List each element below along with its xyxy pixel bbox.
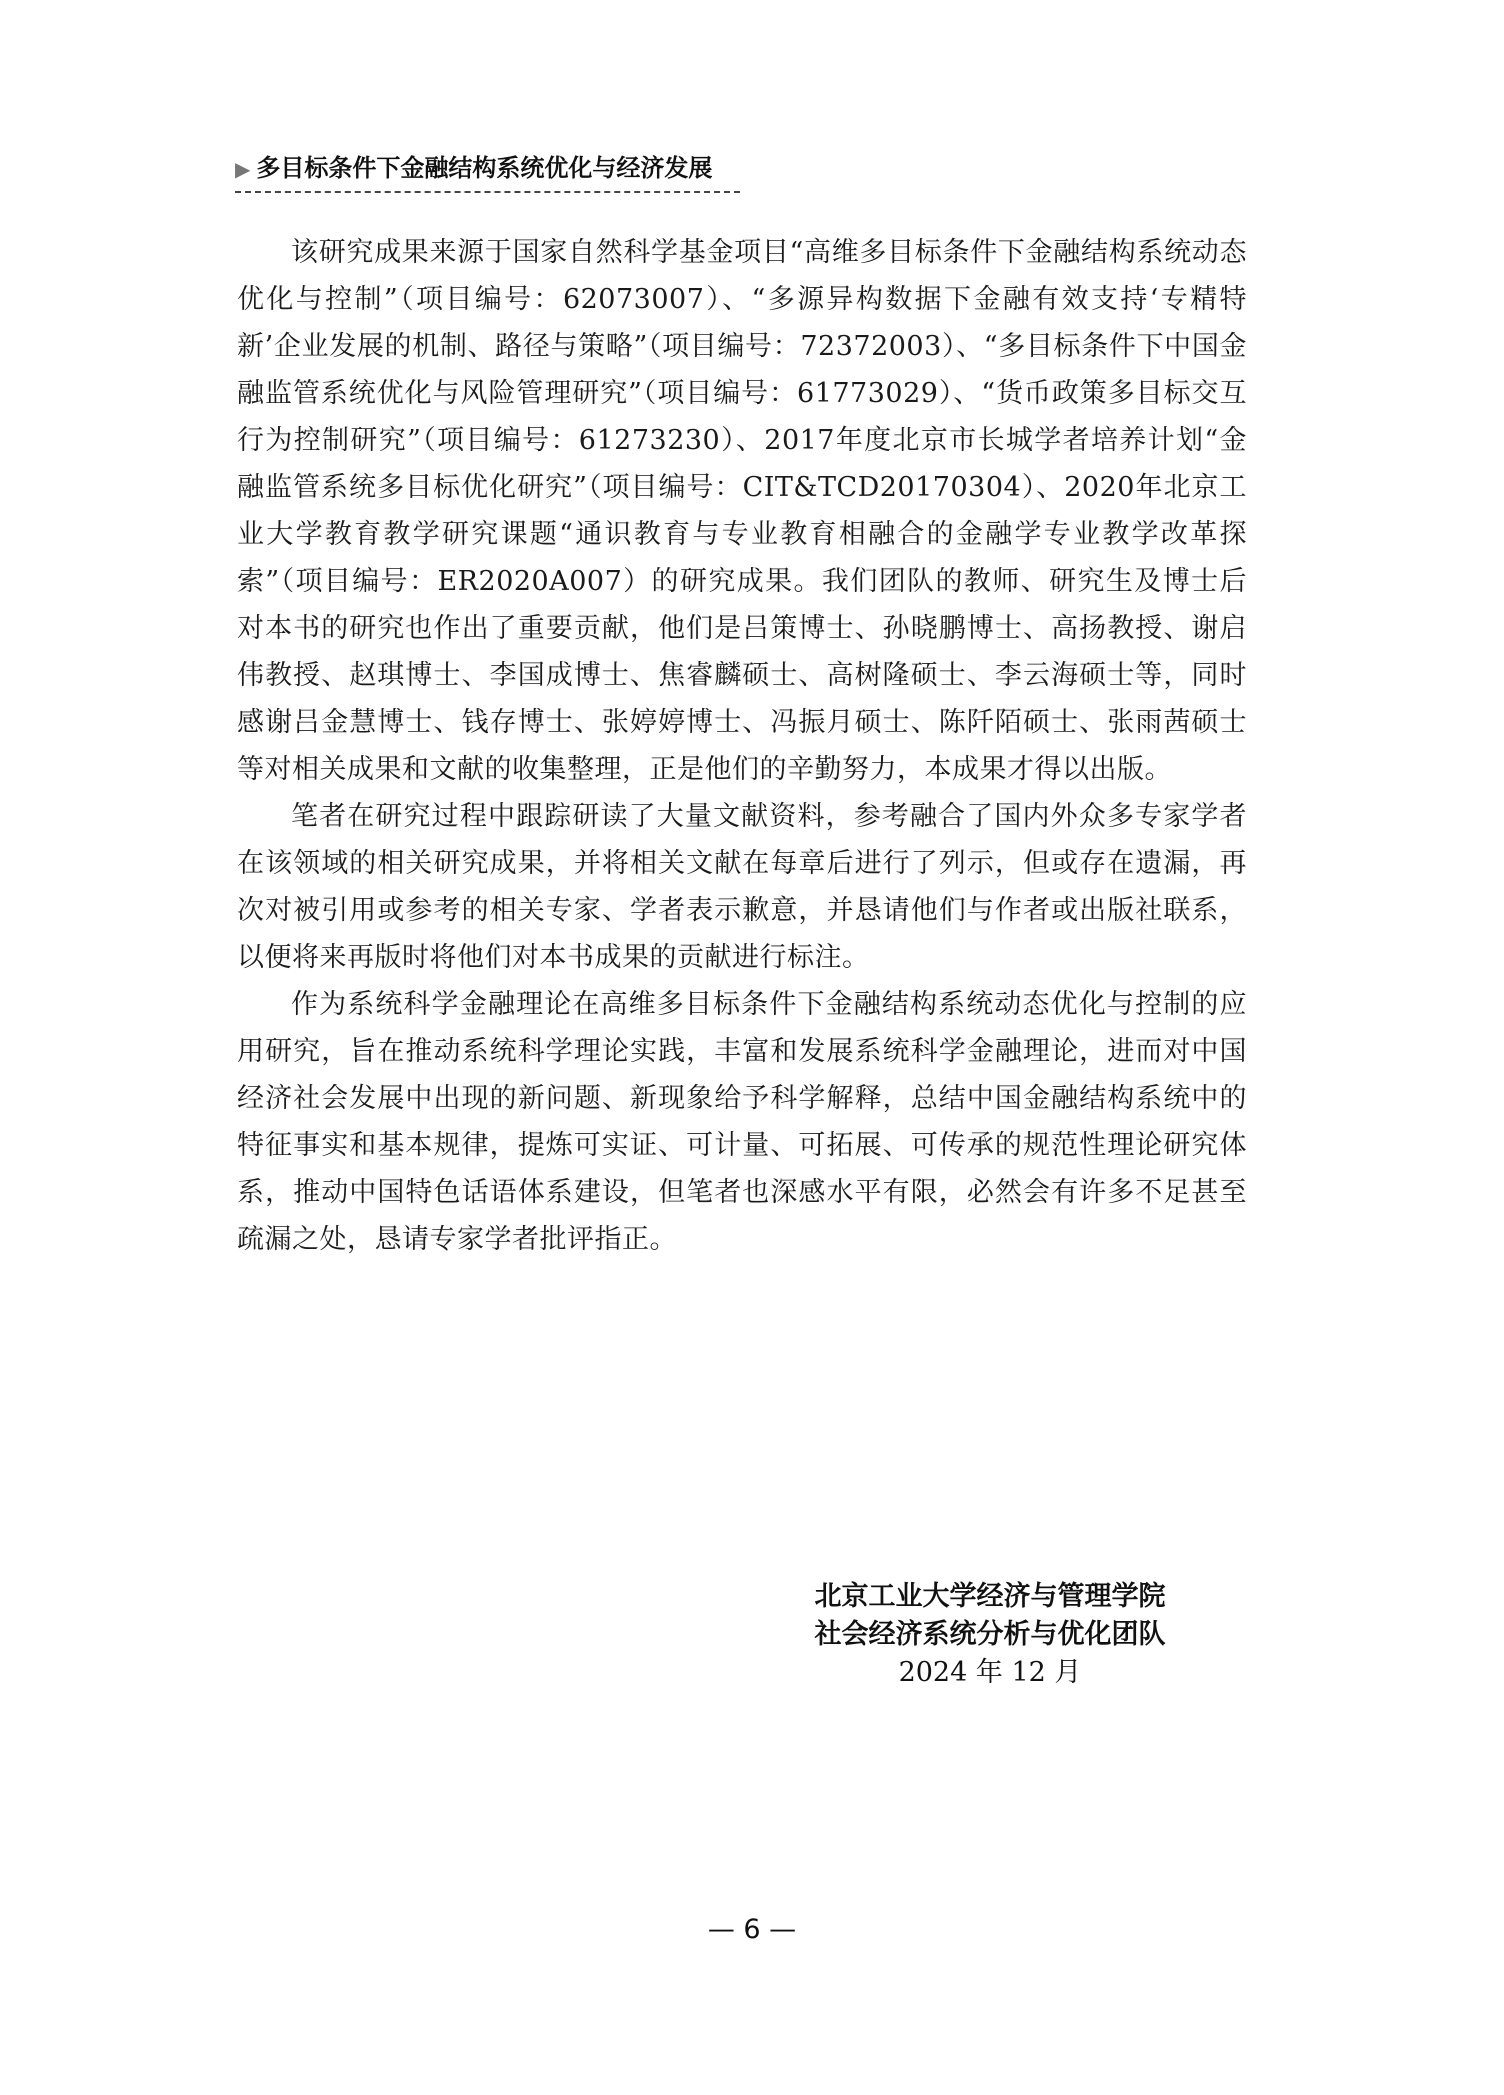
signature-date: 2024 年 12 月 [898,1657,1082,1688]
running-header-title: 多目标条件下金融结构系统优化与经济发展 [256,154,713,182]
signature-institution: 北京工业大学经济与管理学院 [814,1581,1166,1612]
page-number: — 6 — [707,1914,797,1945]
signature-team: 社会经济系统分析与优化团队 [814,1619,1166,1650]
triangle-marker-icon: ▶ [235,157,251,181]
signature-block [790,1578,1190,1692]
running-header [235,152,740,193]
paragraph-purpose: 作为系统科学金融理论在高维多目标条件下金融结构系统动态优化与控制的应用研究，旨在推动系统科学理论实践，丰富和发展系统科学金融理论，进而对中国经济社会发展中出现的新问题、新现象给予科学解释，总结中国金融结构系统中的特征事实和基本规律，提炼可实证、可计量、可拓展、可传承的规范性理论研究体系，推动中国特色话语体系建设，但笔者也深感水平有限，必然会有许多不足甚至疏漏之处，恳请专家学者批评指正。 [237,989,1247,1255]
paragraph-references: 笔者在研究过程中跟踪研读了大量文献资料，参考融合了国内外众多专家学者在该领域的相关研究成果，并将相关文献在每章后进行了列示，但或存在遗漏，再次对被引用或参考的相关专家、学者表示歉意，并恳请他们与作者或出版社联系，以便将来再版时将他们对本书成果的贡献进行标注。 [237,801,1247,973]
paragraph-funding: 该研究成果来源于国家自然科学基金项目“高维多目标条件下金融结构系统动态优化与控制”（项目编号：62073007）、“多源异构数据下金融有效支持‘专精特新’企业发展的机制、路径与策略”（项目编号：72372003）、“多目标条件下中国金融监管系统优化与风险管理研究”（项目编号：61773029）、“货币政策多目标交互行为控制研究”（项目编号：61273230）、2017年度北京市长城学者培养计划“金融监管系统多目标优化研究”（项目编号：CIT&TCD20170304）、2020年北京工业大学教育教学研究课题“通识教育与专业教育相融合的金融学专业教学改革探索”（项目编号：ER2020A007）的研究成果。我们团队的教师、研究生及博士后对本书的研究也作出了重要贡献，他们是吕策博士、孙晓鹏博士、高扬教授、谢启伟教授、赵琪博士、李国成博士、焦睿麟硕士、高树隆硕士、李云海硕士等，同时感谢吕金慧博士、钱存博士、张婷婷博士、冯振月硕士、陈阡陌硕士、张雨茜硕士等对相关成果和文献的收集整理，正是他们的辛勤努力，本成果才得以出版。 [237,237,1247,785]
body-text [237,229,1247,1263]
